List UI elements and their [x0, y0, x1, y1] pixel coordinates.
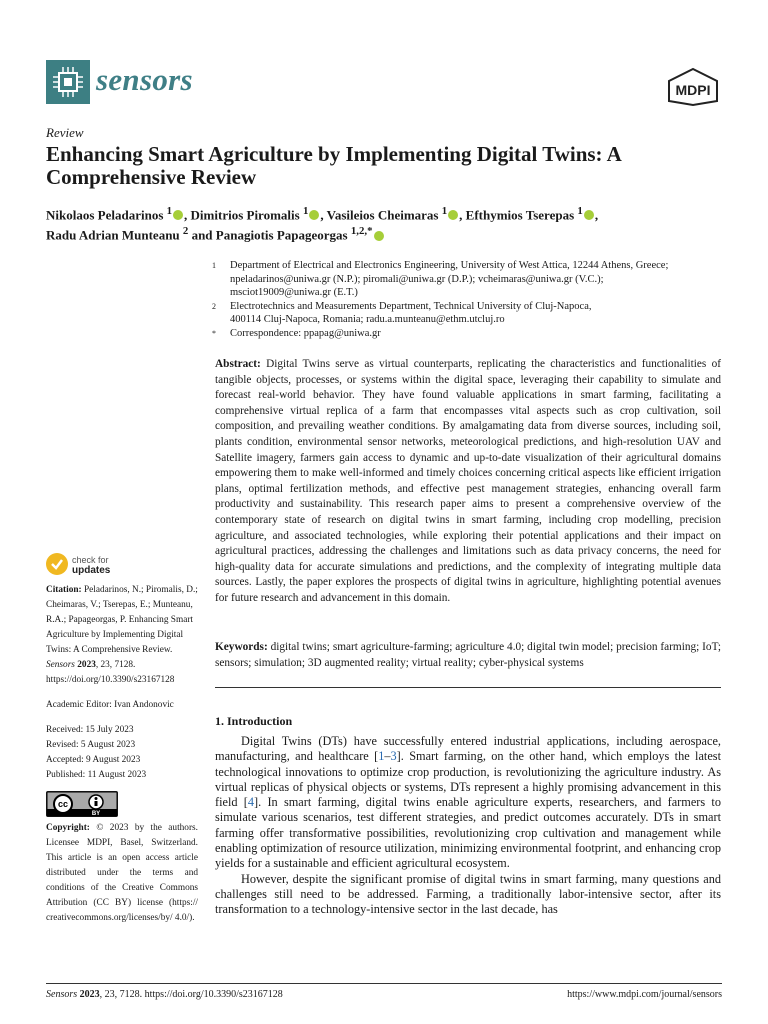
author-list — [46, 203, 736, 244]
affiliation-line: 400114 Cluj-Napoca, Romania; radu.a.munteanu@ethm.utcluj.ro — [230, 314, 505, 325]
text-run: Digital Twins (DTs) have successfully entered industrial applications, including aerospace, manufacturing, and healthcare [ — [215, 734, 721, 764]
text-run: – — [384, 749, 391, 764]
author-name[interactable]: Efthymios Tserepas — [465, 207, 575, 223]
footer-divider — [46, 983, 722, 984]
journal-name: sensors — [96, 62, 193, 97]
orcid-icon[interactable] — [309, 210, 319, 220]
cc-symbol: cc — [57, 799, 69, 809]
keywords — [215, 640, 721, 671]
footer-citation — [46, 989, 283, 1000]
abstract-label: Abstract: — [215, 358, 261, 370]
footer-year: 2023 — [79, 989, 100, 1000]
author-name[interactable]: Vasileios Cheimaras — [326, 207, 439, 223]
text-run: ]. In smart farming, digital twins enable agriculture experts, researchers, and farmers to simulate various scenarios, test different strategies, and predict outcomes accurately. DTs in smart farming offer transformative possibilities, revolutionizing crop cultivation and management while enabling optimization of resource utilization, minimizing environmental footprint, and enhancing crop yields for a sustainable and efficient agricultural ecosystem. — [215, 795, 721, 871]
author-affiliation-sup: 1,2,* — [350, 225, 373, 238]
citation-label: Citation: — [46, 585, 82, 595]
section-heading: 1. Introduction — [215, 714, 293, 728]
author-affiliation-sup: 1 — [441, 205, 448, 217]
author-affiliation-sup: 1 — [166, 205, 173, 217]
author-name[interactable]: Nikolaos Peladarinos — [46, 207, 164, 223]
affiliations — [212, 259, 732, 340]
copyright-notice — [46, 821, 198, 926]
updates-label: updates — [72, 565, 111, 576]
correspondence-line[interactable]: Correspondence: ppapag@uniwa.gr — [230, 327, 381, 339]
orcid-icon[interactable] — [374, 231, 384, 241]
affiliation-number: 2 — [212, 301, 216, 311]
affiliation-2 — [212, 300, 732, 327]
article-metadata — [46, 583, 198, 926]
check-label: check for — [72, 555, 109, 565]
affiliation-line: Department of Electrical and Electronics Engineering, University of West Attica, 12244 Athens, Greece; — [230, 260, 669, 271]
text-run: ]. Smart farming, on the other hand, which employs the latest technological innovations to optimize crop production, is revolutionizing the agriculture industry. As virtual replicas of physical objects or systems, DTs represent a highly promising advancement in this field [ — [215, 749, 721, 810]
citation-doi[interactable]: , 23, 7128. https://doi.org/10.3390/s23167128 — [46, 660, 175, 685]
cc-by-license-badge[interactable] — [46, 791, 118, 817]
citation-block — [46, 583, 198, 688]
affiliation-1 — [212, 259, 732, 300]
affiliation-line: msciot19009@uniwa.gr (E.T.) — [230, 287, 358, 298]
and-word: and — [191, 227, 213, 243]
author-affiliation-sup: 1 — [302, 205, 309, 217]
academic-editor: Academic Editor: Ivan Andonovic — [46, 700, 174, 710]
affiliation-number: 1 — [212, 261, 216, 270]
author-affiliation-sup: 1 — [577, 205, 583, 217]
chip-icon — [46, 60, 90, 104]
author-name[interactable]: Dimitrios Piromalis — [190, 207, 300, 223]
orcid-icon[interactable] — [584, 210, 594, 220]
mdpi-hexagon-icon — [664, 67, 722, 107]
date-received: Received: 15 July 2023 — [46, 725, 134, 735]
abstract-text: Digital Twins serve as virtual counterparts, replicating the characteristics and functionalities of tangible objects, processes, or systems within the digital space, leveraging their capability to simulate and forecast real-world behavior. They have found valuable applications in smart farming, facilitating a comprehensive virtual replica of a farm that encompasses vital aspects such as crop cultivation, soil composition, and prevailing weather conditions. By amalgamating data from diverse sources, including soil, plants condition, environmental sensor networks, meteorological predictions, and high-resolution UAV and Satellite imagery, farmers gain access to dynamic and up-to-date visualization of their agricultural domains empowering them to make well-informed and timely choices concerning critical aspects like efficient irrigation plans, optimal fertilization methods, and effective pest management strategies, enhancing overall farm productivity and sustainability. This research paper aims to present a comprehensive overview of the contemporary state of research on digital twins in smart farming, including crop modelling, precision agriculture, and associated technologies, while exploring their potential applications and their impact on agricultural practices, addressing the challenges and limitations such as data privacy concerns, the need for high-quality data for accurate simulations and predictions, and the complexity of integrating multiple data sources. Lastly, the paper explores the prospects of digital twins in agriculture, highlighting potential avenues for future research and advancement in this domain. — [215, 358, 722, 604]
authors-line-2 — [46, 223, 736, 243]
citation-year: 2023 — [77, 660, 96, 670]
keywords-label: Keywords: — [215, 641, 268, 653]
author-affiliation-sup: 2 — [182, 225, 189, 238]
copyright-text: © 2023 by the authors. Licensee MDPI, Basel, Switzerland. This article is an open access article distributed under the terms and conditions of the Creative Commons Attribution (CC BY) license (https:// creativecommons.org/licenses/by/ 4.0/). — [46, 823, 198, 923]
citation-journal: Sensors — [46, 660, 75, 670]
mdpi-logo — [664, 67, 722, 107]
authors-line-1: Nikolaos Peladarinos $^1$ , Dimitrios Piromalis $^1$ , Vasileios Cheimaras $^1$ , Efthymios Tserepas $^1$ , — [46, 205, 599, 223]
keywords-text: digital twins; smart agriculture-farming; agriculture 4.0; digital twin model; precision farming; IoT; sensors; simulation; 3D augmented reality; virtual reality; cyber-physical systems — [215, 641, 721, 669]
journal-logo — [46, 60, 90, 104]
section-divider — [215, 687, 721, 688]
article-title: Enhancing Smart Agriculture by Implementing Digital Twins: A Comprehensive Review — [46, 142, 621, 189]
date-revised: Revised: 5 August 2023 — [46, 740, 136, 750]
date-published: Published: 11 August 2023 — [46, 770, 147, 780]
footer-doi[interactable]: , 23, 7128. https://doi.org/10.3390/s23167128 — [99, 989, 283, 1000]
affiliation-number: * — [212, 328, 216, 338]
affiliation-line: Electrotechnics and Measurements Department, Technical University of Cluj-Napoca, — [230, 300, 592, 312]
date-accepted: Accepted: 9 August 2023 — [46, 755, 141, 765]
reference-link[interactable]: 4 — [247, 795, 255, 810]
body-text — [215, 734, 721, 918]
paragraph — [215, 734, 721, 872]
author-name[interactable]: Panagiotis Papageorgas — [215, 227, 348, 243]
citation-text: Peladarinos, N.; Piromalis, D.; Cheimaras, V.; Tserepas, E.; Munteanu, R.A.; Papageorgas, P. Enhancing Smart Agriculture by Implementing Digital Twins: A Comprehensive Review. — [46, 585, 198, 655]
affiliation-line: npeladarinos@uniwa.gr (N.P.); piromali@uniwa.gr (D.P.); vcheimaras@uniwa.gr (V.C.); — [230, 273, 604, 285]
correspondence — [212, 327, 732, 341]
copyright-label: Copyright: — [46, 823, 90, 833]
footer-journal: Sensors — [46, 989, 78, 1000]
orcid-icon[interactable] — [448, 210, 458, 220]
author-name[interactable]: Radu Adrian Munteanu — [46, 227, 180, 243]
mdpi-logo-text: MDPI — [675, 82, 711, 98]
article-type: Review — [46, 125, 84, 140]
footer-journal-url[interactable]: https://www.mdpi.com/journal/sensors — [567, 989, 722, 1000]
paragraph: However, despite the significant promise of digital twins in smart farming, many questions and challenges still need to be addressed. Farming, a traditionally labor-intensive sector, after its transformation to a technology-intensive sector in the last decade, has — [215, 871, 721, 917]
reference-link[interactable]: 3 — [390, 749, 397, 764]
abstract — [215, 357, 721, 607]
checkmark-icon — [46, 553, 68, 575]
orcid-icon[interactable] — [173, 210, 183, 220]
check-for-updates-button[interactable] — [46, 553, 166, 579]
by-label: BY — [91, 811, 101, 817]
reference-link[interactable]: 1 — [378, 749, 385, 764]
